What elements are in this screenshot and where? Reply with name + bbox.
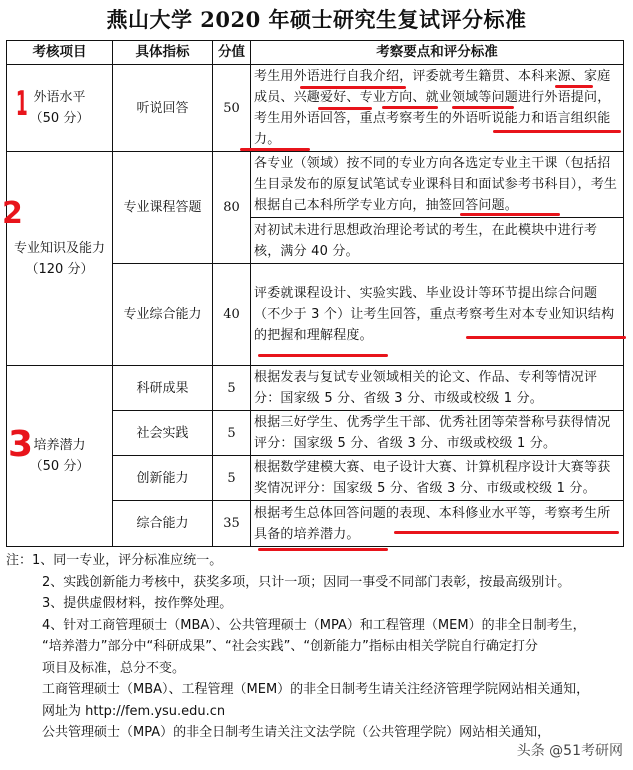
criteria-cell: 对初试未进行思想政治理论考试的考生，在此模块中进行考核，满分 40 分。 xyxy=(251,218,624,264)
annotation-underline xyxy=(452,106,514,109)
score-cell: 40 xyxy=(213,264,251,366)
annotation-underline xyxy=(318,107,372,110)
criteria-cell: 根据数学建模大赛、电子设计大赛、计算机程序设计大赛等获奖情况评分：国家级 5 分、省级 3 分、市级或校级 1 分。 xyxy=(251,456,624,501)
table-row xyxy=(7,65,624,152)
category-name: 专业知识及能力 xyxy=(13,240,105,256)
criteria-cell: 根据三好学生、优秀学生干部、优秀社团等荣誉称号获得情况评分：国家级 5 分、省级 3 分、市级或校级 1 分。 xyxy=(251,411,624,456)
criteria-cell: 根据发表与复试专业领域相关的论文、作品、专利等情况评分：国家级 5 分、省级 3 分、市级或校级 1 分。 xyxy=(251,366,624,411)
note-item: 4、针对工商管理硕士（MBA）、公共管理硕士（MPA）和工程管理（MEM）的非全日制考生， xyxy=(42,617,586,633)
header-criteria: 考察要点和评分标准 xyxy=(251,41,624,65)
header-indicator: 具体指标 xyxy=(113,41,213,65)
annotation-underline xyxy=(240,148,310,151)
indicator-cell: 专业综合能力 xyxy=(113,264,213,366)
annotation-underline xyxy=(382,106,438,109)
category-points: （50 分） xyxy=(29,111,90,126)
score-cell: 5 xyxy=(213,456,251,501)
score-cell: 35 xyxy=(213,501,251,547)
indicator-cell: 创新能力 xyxy=(113,456,213,501)
indicator-cell: 专业课程答题 xyxy=(113,152,213,264)
category-points: （50 分） xyxy=(29,459,90,474)
criteria-cell: 考生用外语进行自我介绍，评委就考生籍贯、本科来源、家庭成员、兴趣爱好、专业方向、就业领域等问题进行外语提问，考生用外语回答，重点考察考生的外语听说能力和语言组织能力。 xyxy=(251,65,624,152)
annotation-underline xyxy=(258,354,388,357)
annotation-marker-1: 1 xyxy=(15,84,28,124)
annotation-underline xyxy=(300,86,406,89)
score-cell: 80 xyxy=(213,152,251,264)
table-row xyxy=(7,366,624,411)
note-item: 3、提供虚假材料，按作弊处理。 xyxy=(42,596,233,611)
notes-section xyxy=(6,550,626,744)
annotation-marker-2: 2 xyxy=(2,196,23,231)
note-item: “培养潜力”部分中“科研成果”、“社会实践”、“创新能力”指标由相关学院自行确定打分 xyxy=(42,639,538,654)
criteria-cell: 评委就课程设计、实验实践、毕业设计等环节提出综合问题（不少于 3 个）让考生回答，重点考察考生对本专业知识结构的把握和理解程度。 xyxy=(251,264,624,366)
notes-prefix: 注： xyxy=(6,553,33,568)
score-cell: 50 xyxy=(213,65,251,152)
indicator-cell: 综合能力 xyxy=(113,501,213,547)
indicator-cell: 听说回答 xyxy=(113,65,213,152)
annotation-underline xyxy=(460,213,560,216)
scoring-table xyxy=(6,40,624,547)
annotation-underline xyxy=(466,336,626,339)
watermark: 头条 @51考研网 xyxy=(516,743,623,759)
score-cell: 5 xyxy=(213,366,251,411)
note-item: 2、实践创新能力考核中，获奖多项，只计一项；因同一事受不同部门表彰，按最高级别计。 xyxy=(42,574,571,590)
category-name: 外语水平 xyxy=(33,90,86,105)
note-item: 网址为 http://fem.ysu.edu.cn xyxy=(42,703,226,719)
annotation-marker-3: 3 xyxy=(8,424,34,465)
note-item: 1、同一专业，评分标准应统一。 xyxy=(32,553,223,568)
annotation-underline xyxy=(555,85,593,88)
header-score: 分值 xyxy=(213,41,251,65)
category-name: 培养潜力 xyxy=(33,438,86,453)
header-category: 考核项目 xyxy=(7,41,113,65)
criteria-cell: 各专业（领域）按不同的专业方向各选定专业主干课（包括招生目录发布的原复试笔试专业课科目和面试参考书科目），考生根据自己本科所学专业方向，抽签回答问题。 xyxy=(251,152,624,218)
indicator-cell: 社会实践 xyxy=(113,411,213,456)
indicator-cell: 科研成果 xyxy=(113,366,213,411)
category-points: （120 分） xyxy=(25,261,94,277)
page-title: 燕山大学 2020 年硕士研究生复试评分标准 xyxy=(106,7,527,32)
note-line xyxy=(6,550,626,572)
criteria-cell: 根据考生总体回答问题的表现、本科修业水平等，考察考生所具备的培养潜力。 xyxy=(251,501,624,547)
table-header-row xyxy=(7,41,624,65)
annotation-underline xyxy=(394,531,619,534)
note-item: 工商管理硕士（MBA）、工程管理（MEM）的非全日制考生请关注经济管理学院网站相关通知， xyxy=(42,682,590,697)
note-item: 公共管理硕士（MPA）的非全日制考生请关注文法学院（公共管理学院）网站相关通知， xyxy=(42,725,551,740)
category-cell xyxy=(7,152,113,366)
note-item: 项目及标准，总分不变。 xyxy=(42,660,186,676)
annotation-underline xyxy=(493,130,621,133)
table-row xyxy=(7,152,624,218)
score-cell: 5 xyxy=(213,411,251,456)
